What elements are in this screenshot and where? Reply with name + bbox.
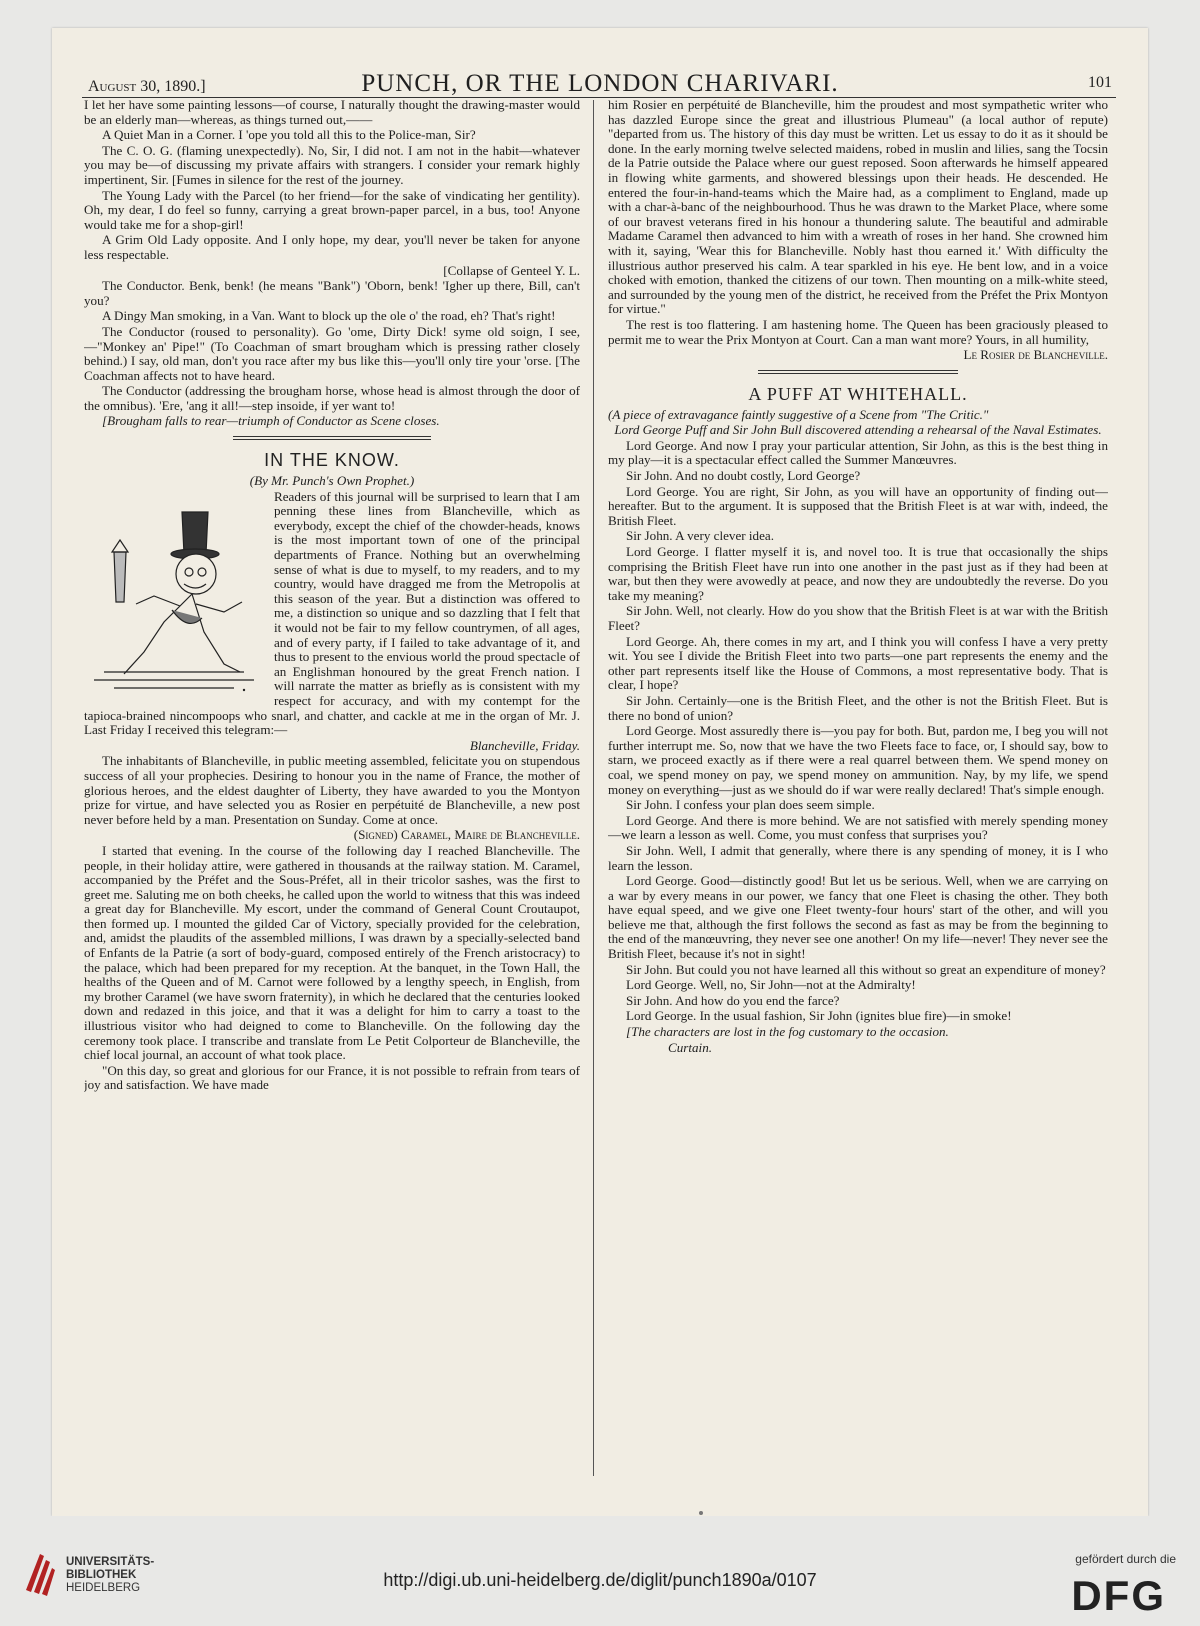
curtain-line: Curtain. <box>668 1039 713 1055</box>
stage-direction: [The characters are lost in the fog customary to the occasion. <box>626 1024 949 1040</box>
text-paragraph: The rest is too flattering. I am hastening home. The Queen has been graciously pleased to permit me to wear the Prix Montyon at Court. Can a man want more? Yours, in all humility, <box>608 316 1108 347</box>
dfg-logo: DFG <box>1071 1572 1166 1619</box>
left-column <box>84 98 580 1474</box>
permalink-url[interactable]: http://digi.ub.uni-heidelberg.de/diglit/punch1890a/0107 <box>383 1570 817 1590</box>
library-name-line: HEIDELBERG <box>66 1582 141 1594</box>
text-paragraph: "On this day, so great and glorious for our France, it is not possible to refrain from tears of joy and satisfaction. We have made <box>84 1062 580 1093</box>
telegram-signature: (Signed) Caramel, Maire de Blancheville. <box>353 827 580 843</box>
dialogue-line: Lord George. In the usual fashion, Sir John (ignites blue fire)—in smoke! <box>626 1008 1012 1024</box>
viewer-footer <box>0 1516 1200 1626</box>
telegram-text: The inhabitants of Blancheville, in public meeting assembled, felicitate you on stupendous success of all your prophecies. Desiring to honour you in the name of France, the mother of glorious heroes, and the eldest daughter of Liberty, they have awarded to you the Montyon prize for virtue, and have selected you as Rosier en perpétuité de Blancheville, a new post never before held by a man. Presentation on Sunday. Come at once. <box>84 753 580 827</box>
text-paragraph: A Quiet Man in a Corner. I 'ope you told all this to the Police-man, Sir? <box>102 127 476 143</box>
column-divider <box>593 100 594 1476</box>
section-subtitle: (A piece of extravagance faintly suggestive of a Scene from "The Critic." <box>608 406 989 422</box>
issue-date: August 30, 1890.] <box>88 78 206 95</box>
text-paragraph: The Conductor. Benk, benk! (he means "Bank") 'Oborn, benk! 'Igher up there, Bill, can't you? <box>84 278 580 308</box>
right-column <box>608 98 1108 1474</box>
dialogue-line: Sir John. Well, not clearly. How do you show that the British Fleet is at war with the British Fleet? <box>608 603 1108 633</box>
scene-description: Lord George Puff and Sir John Bull discovered attending a rehearsal of the Naval Estimates. <box>614 422 1102 438</box>
dialogue-line: Lord George. And there is more behind. We are not satisfied with merely spending money—we learn a lesson as well. Come, you must confess that surprises you? <box>608 812 1108 843</box>
dialogue-line: Sir John. Well, I admit that generally, where there is any spending of money, it is I who learn the lesson. <box>608 842 1108 873</box>
section-divider <box>758 370 958 374</box>
text-paragraph: The Conductor (roused to personality). Go 'ome, Dirty Dick! syme old soign, I see,—"Monkey an' Pipe!" (To Coachman of smart brougham which is pressing rather closely behind.) I say, old man, don't you race after my bus like this—you'll only tire your 'orse. [The Coachman affects not to have heard. <box>84 323 580 383</box>
section-title-in-the-know: IN THE KNOW. <box>264 450 400 471</box>
text-paragraph: Readers of this journal will be surprised to learn that I am penning these lines from Blancheville, which as everybody, except the chief of the chowder-heads, knows is the most important town of one of the principal departments of France. Nothing but an overwhelming sense of what is due to myself, to my readers, and to my country, would have dragged me from the Metropolis at this season of the year. But a distinction was offered to me, a distinction so unique and so dazzling that I felt that it would not be fair to my fellow countrymen, of all ages, and of every party, if I failed to take advantage of it, and thus to present to the envious world the proud spectacle of an Englishman honoured by the great French nation. I will narrate the matter as briefly as is consistent with my respect for accuracy, and with my contempt for the tapioca-brained nincompoops who snarl, and chatter, and cackle at me in the organ of Mr. J. Last Friday I received this telegram:— <box>84 488 580 738</box>
stage-direction: [Brougham falls to rear—triumph of Conductor as Scene closes. <box>102 413 440 429</box>
dialogue-line: Sir John. Certainly—one is the British Fleet, and the other is not the British Fleet. But is there no bond of union? <box>608 692 1108 723</box>
stage-direction: [Collapse of Genteel Y. L. <box>443 262 580 278</box>
library-name-line: BIBLIOTHEK <box>66 1569 137 1581</box>
page-header <box>88 48 1112 97</box>
telegram-dateline: Blancheville, Friday. <box>469 737 580 753</box>
newspaper-page <box>52 28 1148 1516</box>
dialogue-line: Sir John. And no doubt costly, Lord George? <box>626 468 861 484</box>
text-paragraph: A Grim Old Lady opposite. And I only hope, my dear, you'll never be taken for anyone less respectable. <box>84 232 580 262</box>
text-paragraph: I started that evening. In the course of the following day I reached Blancheville. The people, in their holiday attire, were gathered in thousands at the railway station. M. Caramel, accompanied by the Préfet and the Sous-Préfet, all in their tricolor sashes, was the first to greet me. Saluting me on both cheeks, he called upon the world to witness that this was indeed a great day for Blancheville. My escort, under the command of General Count Croutaupot, then formed up. I mounted the gilded Car of Victory, specially provided for the celebration, and, amidst the plaudits of the assembled millions, I was drawn by a specially-selected band of Enfants de la Patrie (a sort of body-guard, composed entirely of the French aristocracy) to the palace, which had been prepared for my reception. At the banquet, in the Town Hall, the healths of the Queen and of M. Carnot were followed by a lengthy speech, in English, from my brother Caramel (we have sworn fraternity), in which he declared that the centuries looked down and redazed in this joice, and that it was a delight for him to carry a toast to the illustrious visitor who had deigned to come to Blancheville. On the following day the ceremony took place. I transcribe and translate from Le Petit Colporteur de Blancheville, the chief local journal, an account of what took place. <box>84 842 580 1063</box>
dialogue-line: Sir John. A very clever idea. <box>626 528 774 544</box>
dialogue-line: Lord George. I flatter myself it is, and novel too. It is true that occasionally the ships comprising the British Fleet have run into one another in the past just as if they had been at war, but then they were avowedly at peace, and now they are undoubtedly the reverse. Do you take my meaning? <box>608 544 1108 603</box>
dialogue-line: Lord George. Good—distinctly good! But let us be serious. Well, when we are carrying on a war by every means in our power, we fancy that one Fleet is chasing the other. They both have equal speed, and we give one Fleet twenty-four hours' start of the other, and will you believe me that, although the first follows the second as fast as may be from the beginning to the end of the manœuvring, they never see one another! On my life—never! They never see the British Fleet, because it's not in sight! <box>608 873 1108 962</box>
dialogue-line: Lord George. You are right, Sir John, as you will have an opportunity of finding out—hereafter. But to the argument. It is supposed that the British Fleet is at war with, indeed, the British Fleet. <box>608 483 1108 528</box>
funding-note: gefördert durch die <box>1075 1552 1176 1566</box>
text-paragraph: The C. O. G. (flaming unexpectedly). No, Sir, I did not. I am not in the habit—whatever you may be—of discussing my private affairs with strangers. I consider your remark highly impertinent, Sir. [Fumes in silence for the rest of the journey. <box>84 142 580 187</box>
text-paragraph: him Rosier en perpétuité de Blancheville, him the proudest and most sympathetic writer who has dazzled Europe since the great and illustrious Plumeau" (a local author of repute) "departed from us. The history of this day must be written. Let us essay to do it as it should be done. In the early morning twelve selected maidens, robed in muslin and lilies, sang the Tocsin de la Patrie outside the Palace where our guest reposed. Soon afterwards he himself appeared in flowing white garments, and showered blessings upon their heads. He descended. He entered the four-in-hand-teams which the Maire had, as a compliment to England, made up with a char-à-banc of the neighbourhood. Thus he was drawn to the Market Place, where some of our bravest veterans fired in his honour a thundering salute. The beautiful and admirable Madame Caramel then advanced to him with a wreath of roses in her hand. She crowned him with it, saying, 'Wear this for Blancheville. Nobly hast thou earned it.' With difficulty the illustrious author preserved his calm. A tear sparkled in his eye. He bent low, and in a voice choked with emotion, thanked the citizens of our town. Then mounting on a milk-white steed, and surrounded by the young men of the district, he received from the Préfet the Prix Montyon for virtue." <box>608 98 1108 317</box>
section-title-puff-at-whitehall: A PUFF AT WHITEHALL. <box>748 383 968 404</box>
page-mark <box>699 1511 703 1515</box>
text-paragraph: I let her have some painting lessons—of course, I naturally thought the drawing-master would be an elderly man—whereas, as things turned out,—— <box>84 98 580 127</box>
section-divider <box>233 436 431 440</box>
text-paragraph: A Dingy Man smoking, in a Van. Want to block up the ole o' the road, eh? That's right! <box>102 308 556 324</box>
dialogue-line: Sir John. I confess your plan does seem simple. <box>626 797 875 813</box>
library-name-line: UNIVERSITÄTS- <box>66 1556 155 1568</box>
publication-title: PUNCH, OR THE LONDON CHARIVARI. <box>361 70 839 97</box>
artist-signature-mark <box>243 688 245 690</box>
dialogue-line: Sir John. And how do you end the farce? <box>626 992 840 1008</box>
text-paragraph: The Young Lady with the Parcel (to her friend—for the sake of vindicating her gentility). Oh, my dear, I do feel so funny, carrying a great brown-paper parcel, in a bus, too! Anyone would take me for a shop-girl! <box>84 187 580 232</box>
text-paragraph: The Conductor (addressing the brougham horse, whose head is almost through the door of the omnibus). 'Ere, 'ang it all!—step insoide, if yer want to! <box>84 383 580 413</box>
dialogue-line: Lord George. And now I pray your particular attention, Sir John, as this is the best thing in my play—it is a spectacular effect called the Summer Manœuvres. <box>608 437 1108 468</box>
section-byline: (By Mr. Punch's Own Prophet.) <box>249 473 415 489</box>
letter-signature: Le Rosier de Blancheville. <box>963 347 1108 363</box>
dialogue-line: Lord George. Most assuredly there is—you pay for both. But, pardon me, I beg you will not further interrupt me. So, now that we have the two Fleets face to face, or, I should say, bow to starn, we proceed exactly as if there were a real quarrel between them. We spend money on coal, we spend money on pay, we spend money on ammunition. Nay, by my life, we spend money on everything—just as we should do if war were really declared! That's simple enough. <box>608 723 1108 797</box>
page-number: 101 <box>1088 74 1112 91</box>
prophet-cartoon-illustration <box>84 492 266 700</box>
dialogue-line: Lord George. Well, no, Sir John—not at the Admiralty! <box>626 977 916 993</box>
dialogue-line: Lord George. Ah, there comes in my art, and I think you will confess I have a very pretty wit. You see I divide the British Fleet into two parts—one part represents the enemy and the other part represents itself like the House of Commons, a most representative body. That is clear, I hope? <box>608 633 1108 693</box>
dialogue-line: Sir John. But could you not have learned all this without so great an expenditure of money? <box>626 961 1106 977</box>
